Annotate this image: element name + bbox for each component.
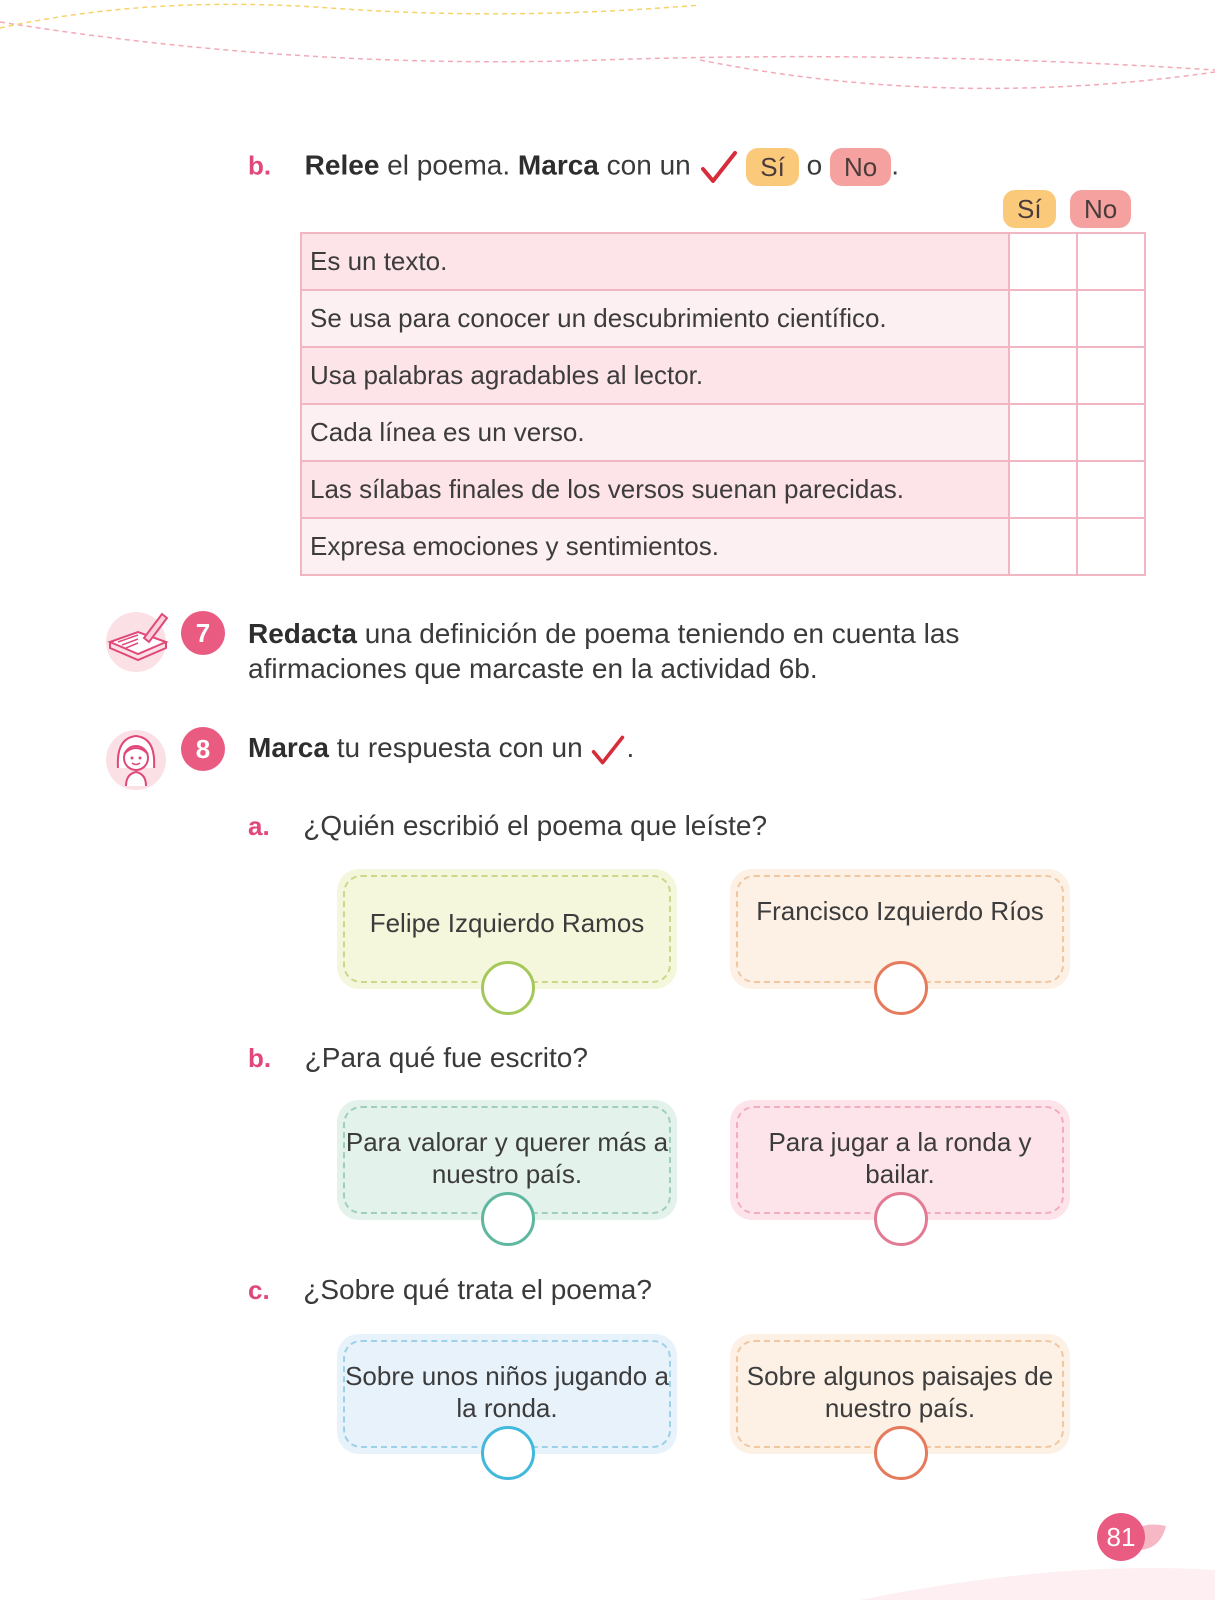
activity-number: 7 bbox=[181, 611, 225, 655]
instruction-text: una definición de poema teniendo en cuenta las bbox=[356, 618, 960, 649]
statement-text: Se usa para conocer un descubrimiento científico. bbox=[301, 290, 1009, 347]
girl-face-icon bbox=[104, 728, 168, 792]
option-card bbox=[730, 1334, 1070, 1454]
checkbox-si[interactable] bbox=[1009, 518, 1077, 575]
checkbox-si[interactable] bbox=[1009, 233, 1077, 290]
table-row bbox=[301, 461, 1145, 518]
option-card bbox=[730, 869, 1070, 989]
item-letter: c. bbox=[248, 1275, 270, 1305]
option-radio[interactable] bbox=[874, 961, 928, 1015]
table-row bbox=[301, 233, 1145, 290]
item-letter: b. bbox=[248, 150, 272, 181]
item-letter: a. bbox=[248, 811, 270, 841]
page-number: 81 bbox=[1097, 1513, 1145, 1561]
option-radio[interactable] bbox=[874, 1426, 928, 1480]
instruction-end: . bbox=[626, 732, 635, 763]
option-radio[interactable] bbox=[481, 961, 535, 1015]
instruction-text: el poema. bbox=[379, 149, 518, 181]
checkbox-no[interactable] bbox=[1077, 461, 1145, 518]
option-card bbox=[337, 1100, 677, 1220]
option-card bbox=[337, 869, 677, 989]
instruction-bold: Relee bbox=[304, 149, 380, 181]
question-a bbox=[248, 810, 767, 842]
checkbox-no[interactable] bbox=[1077, 290, 1145, 347]
book-writing-icon bbox=[104, 608, 174, 668]
checkbox-no[interactable] bbox=[1077, 404, 1145, 461]
decorative-waves bbox=[0, 0, 1215, 110]
bottom-decoration bbox=[0, 1540, 1215, 1600]
activity-7-instruction bbox=[248, 616, 959, 686]
option-text: Para valorar y querer más a nuestro país. bbox=[343, 1106, 671, 1214]
option-card bbox=[730, 1100, 1070, 1220]
checkbox-no[interactable] bbox=[1077, 518, 1145, 575]
checkbox-no[interactable] bbox=[1077, 347, 1145, 404]
instruction-bold: Redacta bbox=[248, 618, 357, 649]
table-row bbox=[301, 347, 1145, 404]
checkbox-si[interactable] bbox=[1009, 404, 1077, 461]
statement-text: Cada línea es un verso. bbox=[301, 404, 1009, 461]
instruction-text: afirmaciones que marcaste en la actividad 6b. bbox=[248, 653, 818, 684]
item-letter: b. bbox=[248, 1043, 272, 1073]
option-text: Sobre algunos paisajes de nuestro país. bbox=[736, 1340, 1064, 1448]
instruction-text: con un bbox=[598, 149, 691, 181]
instruction-end: . bbox=[891, 149, 900, 181]
option-text: Felipe Izquierdo Ramos bbox=[343, 875, 671, 983]
pill-no: No bbox=[830, 148, 891, 186]
statement-text: Las sílabas finales de los versos suenan parecidas. bbox=[301, 461, 1009, 518]
option-radio[interactable] bbox=[481, 1426, 535, 1480]
option-radio[interactable] bbox=[481, 1192, 535, 1246]
checkbox-si[interactable] bbox=[1009, 347, 1077, 404]
pill-si: Sí bbox=[746, 148, 799, 186]
option-text: Para jugar a la ronda y bailar. bbox=[736, 1106, 1064, 1214]
check-mark-icon bbox=[699, 149, 739, 185]
option-text: Francisco Izquierdo Ríos bbox=[736, 875, 1064, 983]
activity-8-instruction bbox=[248, 732, 634, 767]
activity-number: 8 bbox=[181, 727, 225, 771]
checkbox-no[interactable] bbox=[1077, 233, 1145, 290]
question-b bbox=[248, 1042, 588, 1074]
instruction-bold: Marca bbox=[517, 149, 599, 181]
question-text: ¿Quién escribió el poema que leíste? bbox=[303, 810, 768, 841]
activity-6b-instruction bbox=[248, 148, 899, 186]
option-radio[interactable] bbox=[874, 1192, 928, 1246]
instruction-bold: Marca bbox=[248, 732, 329, 763]
statement-text: Es un texto. bbox=[301, 233, 1009, 290]
option-card bbox=[337, 1334, 677, 1454]
table-row bbox=[301, 290, 1145, 347]
statement-text: Usa palabras agradables al lector. bbox=[301, 347, 1009, 404]
question-text: ¿Para qué fue escrito? bbox=[304, 1042, 588, 1073]
statement-text: Expresa emociones y sentimientos. bbox=[301, 518, 1009, 575]
question-c bbox=[248, 1274, 652, 1306]
column-header-no: No bbox=[1070, 190, 1131, 228]
checkbox-si[interactable] bbox=[1009, 290, 1077, 347]
option-text: Sobre unos niños jugando a la ronda. bbox=[343, 1340, 671, 1448]
table-row bbox=[301, 518, 1145, 575]
separator-text: o bbox=[806, 149, 823, 181]
question-text: ¿Sobre qué trata el poema? bbox=[303, 1274, 652, 1305]
table-row bbox=[301, 404, 1145, 461]
check-mark-icon bbox=[590, 733, 626, 767]
checkbox-si[interactable] bbox=[1009, 461, 1077, 518]
column-header-si: Sí bbox=[1003, 190, 1056, 228]
instruction-text: tu respuesta con un bbox=[328, 732, 583, 763]
statements-table bbox=[300, 232, 1146, 576]
